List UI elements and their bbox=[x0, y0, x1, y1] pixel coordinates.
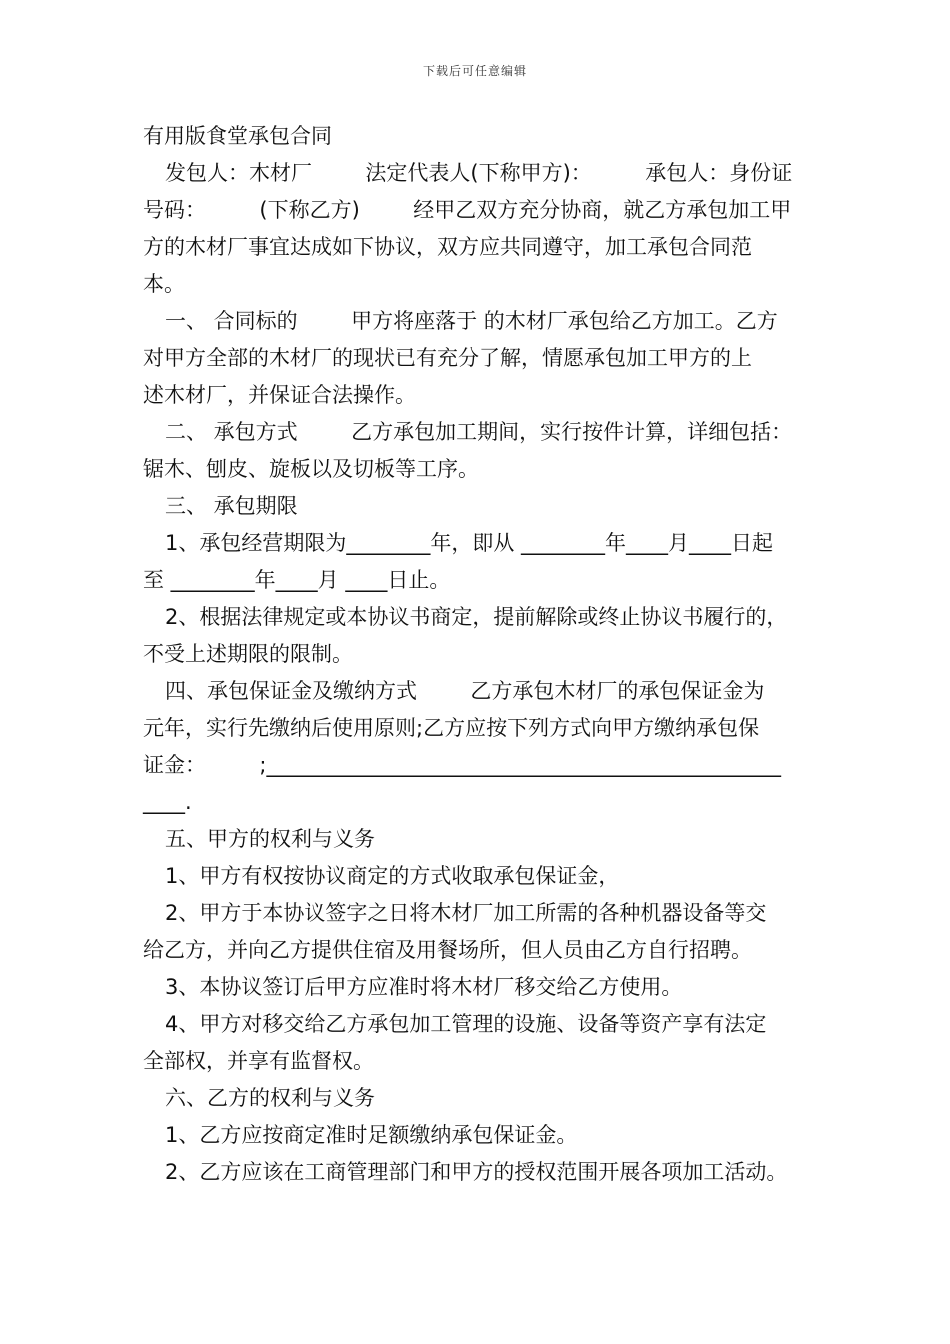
document-line: 发包人：木材厂 法定代表人(下称甲方)： 承包人：身份证 bbox=[165, 161, 793, 185]
document-line: 对甲方全部的木材厂的现状已有充分了解，情愿承包加工甲方的上 bbox=[143, 346, 752, 370]
document-line: 2、根据法律规定或本协议书商定，提前解除或终止协议书履行的， bbox=[165, 605, 788, 629]
document-line: 1、乙方应按商定准时足额缴纳承包保证金。 bbox=[165, 1123, 578, 1147]
document-line: 不受上述期限的限制。 bbox=[143, 642, 353, 666]
document-line: 二、 承包方式 乙方承包加工期间，实行按件计算，详细包括： bbox=[165, 420, 793, 444]
document-line: 号码： (下称乙方) 经甲乙双方充分协商，就乙方承包加工甲 bbox=[143, 198, 792, 222]
document-line: 本。 bbox=[143, 272, 185, 296]
document-body bbox=[143, 118, 823, 1191]
document-line: 1、承包经营期限为________年，即从 ________年____月____日起 bbox=[165, 531, 774, 555]
document-line: 元年，实行先缴纳后使用原则;乙方应按下列方式向甲方缴纳承包保 bbox=[143, 716, 760, 740]
document-line: 证金： ;_________________________________________________ bbox=[143, 753, 781, 777]
document-line: 有用版食堂承包合同 bbox=[143, 124, 332, 148]
document-line: 六、乙方的权利与义务 bbox=[165, 1086, 375, 1110]
document-line: 锯木、刨皮、旋板以及切板等工序。 bbox=[143, 457, 479, 481]
document-line: 全部权，并享有监督权。 bbox=[143, 1049, 374, 1073]
document-line: 4、甲方对移交给乙方承包加工管理的设施、设备等资产享有法定 bbox=[165, 1012, 767, 1036]
document-line: 2、甲方于本协议签字之日将木材厂加工所需的各种机器设备等交 bbox=[165, 901, 767, 925]
document-line: 1、甲方有权按协议商定的方式收取承包保证金， bbox=[165, 864, 620, 888]
document-line: 3、本协议签订后甲方应准时将木材厂移交给乙方使用。 bbox=[165, 975, 683, 999]
document-line: 四、承包保证金及缴纳方式 乙方承包木材厂的承包保证金为 bbox=[165, 679, 765, 703]
document-line: 述木材厂，并保证合法操作。 bbox=[143, 383, 416, 407]
document-line: 三、 承包期限 bbox=[165, 494, 298, 518]
document-line: 方的木材厂事宜达成如下协议，双方应共同遵守，加工承包合同范 bbox=[143, 235, 752, 259]
document-line: 给乙方，并向乙方提供住宿及用餐场所，但人员由乙方自行招聘。 bbox=[143, 938, 752, 962]
document-line: ____. bbox=[143, 790, 192, 814]
document-line: 2、乙方应该在工商管理部门和甲方的授权范围开展各项加工活动。 bbox=[165, 1160, 788, 1184]
document-line: 五、甲方的权利与义务 bbox=[165, 827, 375, 851]
document-line: 至 ________年____月 ____日止。 bbox=[143, 568, 451, 592]
page-header-watermark: 下载后可任意编辑 bbox=[422, 64, 527, 78]
document-line: 一、 合同标的 甲方将座落于 的木材厂承包给乙方加工。乙方 bbox=[165, 309, 778, 333]
